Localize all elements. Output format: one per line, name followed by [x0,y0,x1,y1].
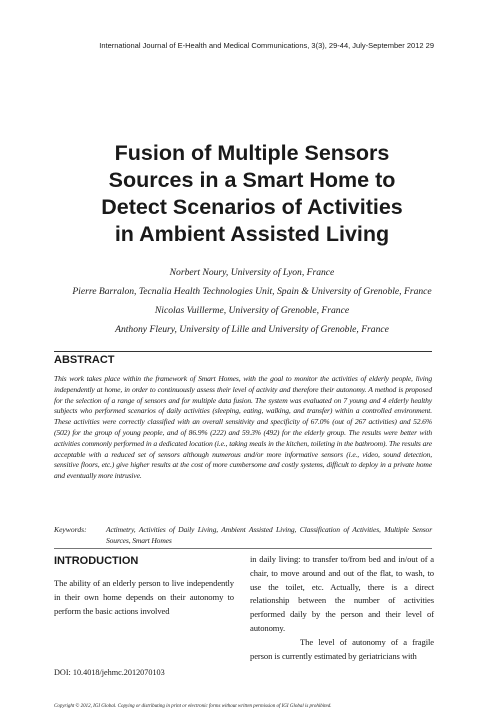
title-line: Sources in a Smart Home to [108,168,396,192]
paragraph: in daily living: to transfer to/from bed and in/out of a chair, to move around and out of the flat, to wash, to use the toilet, etc. Actually, there is a direct relationship between the number of activities performed daily by the person and their level of autonomy. [250,554,434,633]
title-line: Detect Scenarios of Activities [101,195,403,219]
abstract-heading: ABSTRACT [54,354,115,366]
author-line: Norbert Noury, University of Lyon, France [169,267,335,278]
copyright-footer: Copyright © 2012, IGI Global. Copying or distributing in print or electronic forms without written permission of IGI Global is prohibited. [54,704,332,709]
introduction-heading: INTRODUCTION [54,555,139,567]
paragraph: The level of autonomy of a fragile person is currently estimated by geriatricians with [250,636,434,661]
author-line: Nicolas Vuillerme, University of Grenoble, France [154,305,350,316]
doi: DOI: 10.4018/jehmc.2012070103 [54,668,165,677]
abstract-bottom-rule [54,548,432,549]
author-line: Pierre Barralon, Tecnalia Health Technologies Unit, Spain & University of Grenoble, France [72,286,432,297]
keywords-text: Actimetry, Activities of Daily Living, Ambient Assisted Living, Classification of Activities, Multiple Sensor Sources, Smart Homes [106,525,432,545]
author-line: Anthony Fleury, University of Lille and University of Grenoble, France [115,324,389,335]
keywords-label: Keywords: [54,525,87,534]
abstract-text: This work takes place within the framework of Smart Homes, with the goal to monitor the activities of elderly people, living independently at home, in order to continuously assess their level of activity and therefore their autonomy. A method is proposed for the selection of a range of sensors and for multiple data fusion. The system was evaluated on 7 young and 4 elderly healthy subjects who performed scenarios of daily activities (sleeping, eating, walking, and transfer) within a controlled environment. These activities were correctly classified with an overall sensitivity and specificity of 67.0% (out of 267 activities) and 52.6% (502) for the group of young people, and of 86.9% (222) and 59.3% (492) for the elderly group. The results were better with activities commonly performed in a dedicated location (i.e., taking meals in the kitchen, toileting in the bathroom). The results are acceptable with a reduced set of sensors although numerous and/or more informative sensors (i.e., video, sound detection, sensitive floors, etc.) give higher results at the cost of more cumbersome and costly systems, difficult to deploy in a private home and eventually more intrusive. [54,374,432,481]
introduction-right-column [250,553,434,663]
author-list [20,263,484,339]
title-line: Fusion of Multiple Sensors [114,141,390,165]
title-line: in Ambient Assisted Living [114,222,390,246]
introduction-left-column: The ability of an elderly person to live independently in their own home depends on their autonomy to perform the basic actions involved [54,578,234,616]
running-header: International Journal of E-Health and Medical Communications, 3(3), 29-44, July-September 2012 29 [99,41,434,50]
paper-title [30,140,474,248]
abstract-top-rule [54,351,432,352]
